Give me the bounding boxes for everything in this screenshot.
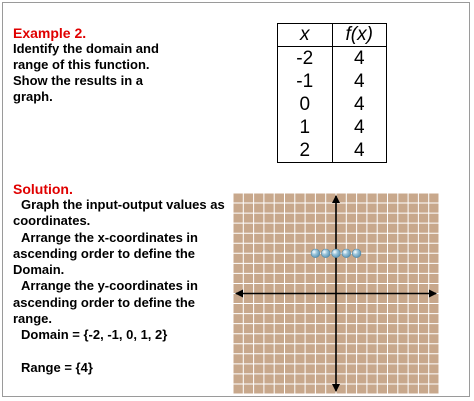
x-cell: 1	[278, 116, 333, 139]
function-table	[277, 23, 387, 163]
range-result: Range = {4}	[21, 359, 93, 375]
table-row	[278, 116, 387, 139]
data-point	[311, 249, 320, 258]
x-cell: 0	[278, 93, 333, 116]
table-header-row	[278, 24, 387, 47]
table-row	[278, 70, 387, 93]
example-title: Example 2.	[13, 25, 87, 41]
coordinate-graph	[233, 193, 439, 394]
solution-line: ascending order to define the	[13, 294, 196, 310]
example-prompt	[13, 41, 203, 105]
solution-line: Graph the input-output values as	[21, 197, 225, 212]
table-row	[278, 47, 387, 71]
table-row	[278, 93, 387, 116]
solution-line: ascending order to define the	[13, 245, 196, 261]
prompt-line: Show the results in a	[13, 73, 144, 88]
data-point	[321, 249, 330, 258]
fx-cell: 4	[332, 139, 387, 163]
solution-line: range.	[13, 311, 53, 327]
x-cell: -2	[278, 47, 333, 71]
fx-cell: 4	[332, 47, 387, 71]
solution-line: coordinates.	[13, 213, 91, 229]
prompt-line: Identify the domain and	[13, 41, 159, 56]
data-point	[342, 249, 351, 258]
prompt-line: graph.	[13, 89, 53, 104]
fx-cell: 4	[332, 116, 387, 139]
solution-line: Domain.	[13, 262, 65, 278]
solution-line: Arrange the y-coordinates in	[21, 278, 198, 294]
solution-text	[13, 197, 228, 376]
data-point	[332, 249, 341, 258]
solution-line	[13, 344, 228, 360]
x-cell: 2	[278, 139, 333, 163]
data-point	[352, 249, 361, 258]
fx-header: f(x)	[332, 24, 387, 47]
x-header: x	[278, 24, 333, 47]
fx-cell: 4	[332, 93, 387, 116]
fx-cell: 4	[332, 70, 387, 93]
prompt-line: range of this function.	[13, 57, 150, 72]
domain-result: Domain = {-2, -1, 0, 1, 2}	[21, 327, 168, 343]
solution-line: Arrange the x-coordinates in	[21, 229, 198, 245]
x-cell: -1	[278, 70, 333, 93]
table-row	[278, 139, 387, 163]
solution-title: Solution.	[13, 181, 73, 197]
